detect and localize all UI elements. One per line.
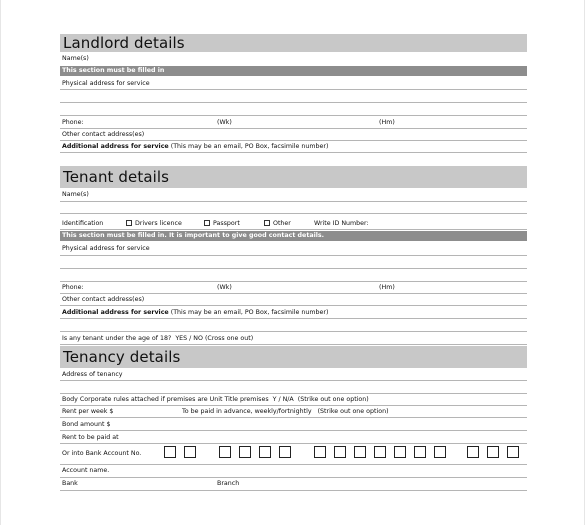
tenant-identification-label: Identification (62, 220, 104, 227)
bank-account-digit-box[interactable] (184, 446, 196, 458)
bank-account-digit-box[interactable] (467, 446, 479, 458)
landlord-address-line-1[interactable] (60, 89, 527, 90)
bank-account-digit-box[interactable] (279, 446, 291, 458)
landlord-hm-label: (Hm) (379, 119, 395, 126)
landlord-other-contact-label: Other contact address(es) (62, 131, 145, 138)
under-18-label: Is any tenant under the age of 18? (62, 335, 172, 342)
body-corporate-note: (Strike out one option) (297, 396, 369, 403)
passport-checkbox[interactable] (204, 220, 210, 226)
landlord-additional-address-label: Additional address for service (62, 143, 169, 150)
bank-account-digit-box[interactable] (164, 446, 176, 458)
bank-account-digit-box[interactable] (314, 446, 326, 458)
paid-in-advance-row (182, 407, 389, 416)
bank-branch-line[interactable] (60, 490, 527, 491)
landlord-notice-text: This section must be filled in (62, 67, 165, 74)
bank-account-digit-box[interactable] (374, 446, 386, 458)
bank-account-digit-box[interactable] (487, 446, 499, 458)
bank-account-digit-box[interactable] (434, 446, 446, 458)
rent-paid-at-line[interactable] (60, 443, 527, 444)
bank-account-digit-box[interactable] (334, 446, 346, 458)
body-corporate-label: Body Corporate rules attached if premises are Unit Title premises (62, 396, 269, 403)
tenant-identification-line[interactable] (60, 229, 527, 230)
bond-amount-label: Bond amount $ (62, 421, 111, 428)
tenant-names-label: Name(s) (62, 191, 89, 198)
landlord-other-contact-line[interactable] (60, 140, 527, 141)
tenant-phone-label: Phone: (62, 284, 84, 291)
other-id-option[interactable] (264, 219, 291, 228)
rent-per-week-label: Rent per week $ (62, 408, 114, 415)
landlord-additional-address (62, 142, 328, 151)
bank-label: Bank (62, 480, 78, 487)
passport-option[interactable] (204, 219, 240, 228)
other-id-checkbox[interactable] (264, 220, 270, 226)
tenancy-section-header (60, 346, 527, 368)
tenant-additional-address-note: (This may be an email, PO Box, facsimile number) (170, 309, 329, 316)
landlord-address-line-3[interactable] (60, 115, 527, 116)
landlord-phone-line[interactable] (60, 128, 527, 129)
tenant-additional-address-label: Additional address for service (62, 309, 169, 316)
tenant-physical-address-label: Physical address for service (62, 245, 150, 252)
tenant-notice-bar (60, 231, 527, 241)
body-corporate-row (62, 395, 369, 404)
address-of-tenancy-label: Address of tenancy (62, 371, 123, 378)
tenant-notice-text: This section must be filled in. It is important to give good contact details. (62, 232, 325, 239)
landlord-wk-label: (Wk) (217, 119, 232, 126)
tenant-wk-label: (Wk) (217, 284, 232, 291)
bank-account-digit-box[interactable] (219, 446, 231, 458)
write-id-number-label: Write ID Number: (314, 220, 369, 227)
tenant-additional-address (62, 308, 328, 317)
bond-amount-line[interactable] (60, 430, 527, 431)
landlord-physical-address-label: Physical address for service (62, 80, 150, 87)
rent-paid-at-label: Rent to be paid at (62, 434, 119, 441)
body-corporate-line (60, 405, 527, 406)
drivers-licence-option[interactable] (126, 219, 182, 228)
passport-label: Passport (213, 220, 240, 227)
drivers-licence-checkbox[interactable] (126, 220, 132, 226)
bank-account-digit-box[interactable] (414, 446, 426, 458)
landlord-notice-bar (60, 66, 527, 76)
landlord-additional-address-line[interactable] (60, 152, 527, 153)
account-name-line[interactable] (60, 477, 527, 478)
account-name-label: Account name. (62, 467, 110, 474)
tenant-additional-address-line-2[interactable] (60, 331, 527, 332)
tenant-section-header (60, 166, 527, 188)
tenant-address-line-1[interactable] (60, 255, 527, 256)
tenant-names-line-1[interactable] (60, 201, 527, 202)
paid-in-advance-note: (Strike out one option) (317, 408, 389, 415)
under-18-options[interactable]: YES / NO (175, 335, 203, 342)
bank-account-digit-box[interactable] (259, 446, 271, 458)
bank-account-label: Or into Bank Account No. (62, 450, 142, 457)
bank-account-digit-box[interactable] (239, 446, 251, 458)
bank-account-digit-box[interactable] (394, 446, 406, 458)
landlord-address-line-2[interactable] (60, 102, 527, 103)
body-corporate-options[interactable]: Y / N/A (272, 396, 294, 403)
tenant-names-line-2[interactable] (60, 213, 527, 214)
bank-account-digit-box[interactable] (507, 446, 519, 458)
other-id-label: Other (273, 220, 291, 227)
tenant-other-contact-label: Other contact address(es) (62, 296, 145, 303)
branch-label: Branch (217, 480, 240, 487)
address-of-tenancy-line-1[interactable] (60, 380, 527, 381)
bank-account-digit-box[interactable] (354, 446, 366, 458)
address-of-tenancy-line-2[interactable] (60, 393, 527, 394)
landlord-additional-address-note: (This may be an email, PO Box, facsimile number) (170, 143, 329, 150)
tenant-under-18-row (62, 334, 253, 343)
tenant-address-line-3[interactable] (60, 281, 527, 282)
landlord-phone-label: Phone: (62, 119, 84, 126)
tenant-other-contact-line[interactable] (60, 305, 527, 306)
paid-in-advance-label[interactable]: To be paid in advance, weekly/fortnightly (182, 408, 312, 415)
tenant-section-title: Tenant details (63, 168, 170, 186)
under-18-note: (Cross one out) (204, 335, 254, 342)
rent-per-week-line[interactable] (60, 417, 527, 418)
drivers-licence-label: Drivers licence (135, 220, 182, 227)
landlord-names-label: Name(s) (62, 55, 89, 62)
tenant-under-18-line (60, 344, 527, 345)
landlord-section-header (60, 34, 527, 52)
landlord-section-title: Landlord details (63, 34, 185, 52)
tenant-additional-address-line[interactable] (60, 318, 527, 319)
bank-account-line (60, 464, 527, 465)
tenant-address-line-2[interactable] (60, 268, 527, 269)
tenancy-section-title: Tenancy details (63, 348, 181, 366)
tenant-hm-label: (Hm) (379, 284, 395, 291)
tenant-phone-line[interactable] (60, 293, 527, 294)
